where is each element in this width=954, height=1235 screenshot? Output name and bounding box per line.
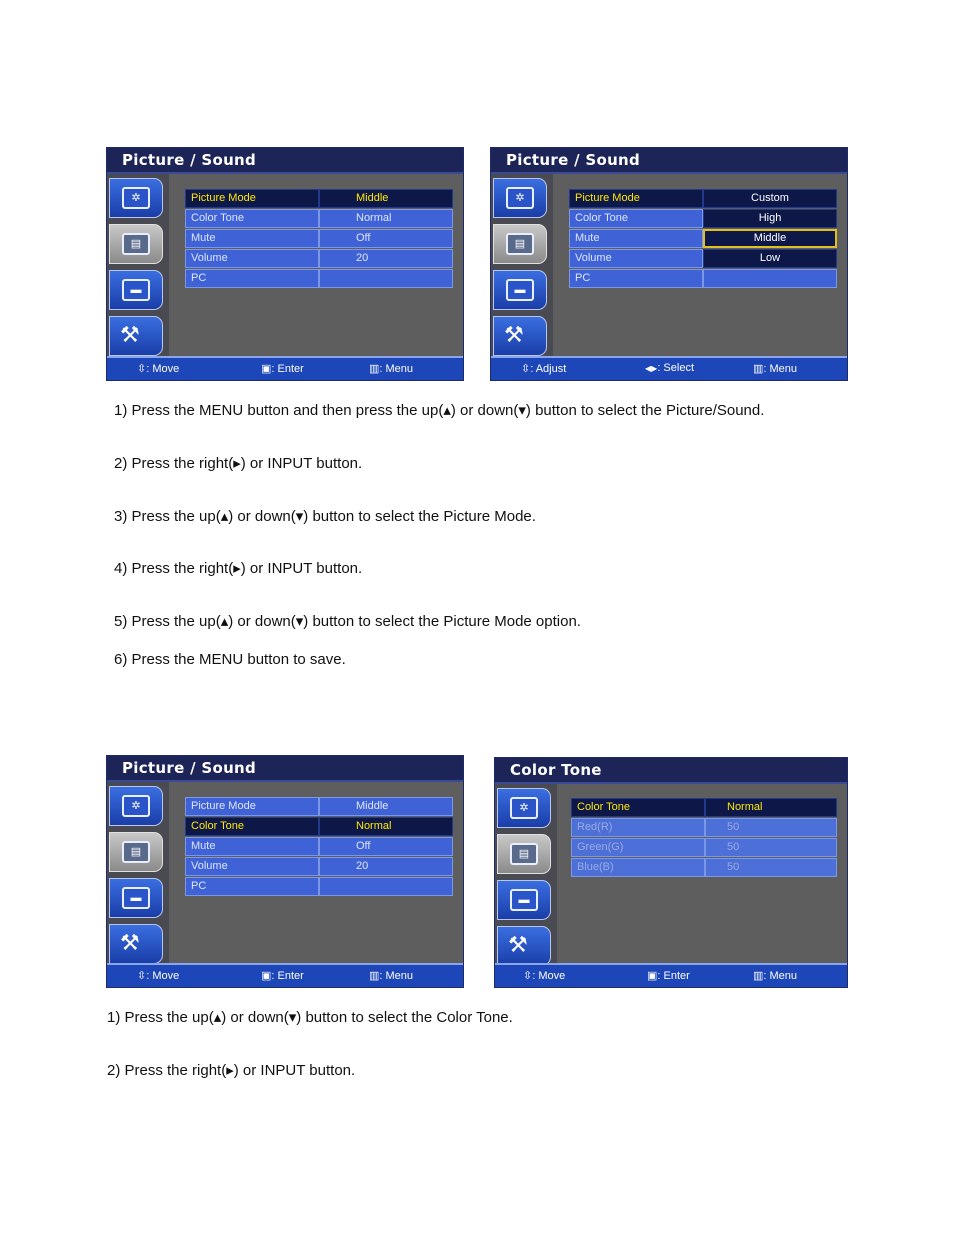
instruction-step-4: 4) Press the right(▸) or INPUT button. <box>114 560 363 577</box>
enter-hint: ▣: Enter <box>261 970 304 982</box>
osd-title-bar <box>491 148 847 174</box>
row-label: Volume <box>569 249 703 268</box>
select-hint: ◀▶: Select <box>645 362 694 374</box>
osd-title: Color Tone <box>510 761 602 779</box>
row-value: 50 <box>705 818 837 837</box>
equalizer-icon: ▤ <box>122 233 150 255</box>
screen-tab[interactable] <box>109 878 163 918</box>
setup-tab[interactable] <box>109 924 163 964</box>
osd-footer <box>107 963 463 987</box>
row-label: Color Tone <box>185 209 319 228</box>
enter-icon: ▣ <box>261 970 272 982</box>
enter-hint: ▣: Enter <box>647 970 690 982</box>
row-label: Green(G) <box>571 838 705 857</box>
enter-hint: ▣: Enter <box>261 363 304 375</box>
row-label: Color Tone <box>185 817 319 836</box>
screen-tab[interactable] <box>109 270 163 310</box>
osd-footer <box>495 963 847 987</box>
tools-icon: ⚒ <box>504 323 524 348</box>
row-label: Picture Mode <box>185 189 319 208</box>
row-label: Color Tone <box>571 798 705 817</box>
instruction-step-3: 3) Press the up(▴) or down(▾) button to select the Picture Mode. <box>114 508 536 525</box>
row-value: 50 <box>705 838 837 857</box>
row-label: Mute <box>185 229 319 248</box>
row-value <box>703 269 837 288</box>
move-hint: ⇳: Move <box>137 970 180 982</box>
row-value <box>319 269 453 288</box>
row-label: PC <box>185 877 319 896</box>
tools-icon: ⚒ <box>120 323 140 348</box>
picture-sound-tab[interactable] <box>497 834 551 874</box>
picture-sound-tab[interactable] <box>109 832 163 872</box>
picture-sound-tab[interactable] <box>109 224 163 264</box>
picture-sound-tab[interactable] <box>493 224 547 264</box>
osd-title-bar <box>495 758 847 784</box>
picture-icon: ✲ <box>122 795 150 817</box>
osd-title: Picture / Sound <box>506 151 641 169</box>
row-label: Picture Mode <box>185 797 319 816</box>
move-icon: ⇳ <box>523 970 533 982</box>
row-label: Mute <box>569 229 703 248</box>
setup-tab[interactable] <box>493 316 547 356</box>
screen-icon: ▬ <box>122 887 150 909</box>
menu-icon: ▥ <box>753 363 764 375</box>
row-value <box>319 877 453 896</box>
menu-hint: ▥: Menu <box>369 363 414 375</box>
row-value: Middle <box>319 797 453 816</box>
instruction-step-5: 5) Press the up(▴) or down(▾) button to select the Picture Mode option. <box>114 613 581 630</box>
row-value: 50 <box>705 858 837 877</box>
screen-tab[interactable] <box>493 270 547 310</box>
move-hint: ⇳: Move <box>523 970 566 982</box>
row-label: PC <box>569 269 703 288</box>
row-value: Off <box>319 837 453 856</box>
menu-icon: ▥ <box>369 970 380 982</box>
osd-panel-picture-sound-2 <box>490 147 848 381</box>
adjust-hint: ⇳: Adjust <box>521 363 567 375</box>
setup-tab[interactable] <box>497 926 551 966</box>
row-label: Blue(B) <box>571 858 705 877</box>
instruction-step-2: 2) Press the right(▸) or INPUT button. <box>114 455 363 472</box>
row-value: 20 <box>319 249 453 268</box>
row-value: Normal <box>319 817 453 836</box>
row-value: Off <box>319 229 453 248</box>
option-middle-highlighted[interactable]: Middle <box>703 229 837 248</box>
row-value: Normal <box>705 798 837 817</box>
osd-title-bar <box>107 148 463 174</box>
osd-footer <box>491 356 847 380</box>
option-high[interactable]: High <box>703 209 837 228</box>
osd-side-menu <box>491 174 553 356</box>
row-value: 20 <box>319 857 453 876</box>
osd-panel-color-tone <box>494 757 848 988</box>
row-label: Picture Mode <box>569 189 703 208</box>
row-value: Middle <box>319 189 453 208</box>
osd-title-bar <box>107 756 463 782</box>
updown-icon: ⇳ <box>521 363 531 375</box>
screen-icon: ▬ <box>506 279 534 301</box>
setup-tab[interactable] <box>109 316 163 356</box>
picture-icon: ✲ <box>122 187 150 209</box>
instruction-step-6: 6) Press the MENU button to save. <box>114 651 346 668</box>
row-label: Volume <box>185 857 319 876</box>
osd-panel-picture-sound-3 <box>106 755 464 988</box>
menu-hint: ▥: Menu <box>369 970 414 982</box>
equalizer-icon: ▤ <box>122 841 150 863</box>
enter-icon: ▣ <box>647 970 658 982</box>
move-hint: ⇳: Move <box>137 363 180 375</box>
row-value: Normal <box>319 209 453 228</box>
row-label: Red(R) <box>571 818 705 837</box>
instruction-color-step-2: 2) Press the right(▸) or INPUT button. <box>107 1062 356 1079</box>
screen-icon: ▬ <box>510 889 538 911</box>
osd-title: Picture / Sound <box>122 759 257 777</box>
tools-icon: ⚒ <box>120 931 140 956</box>
row-label: PC <box>185 269 319 288</box>
osd-side-menu <box>107 782 169 963</box>
menu-hint: ▥: Menu <box>753 363 798 375</box>
picture-tab[interactable] <box>493 178 547 218</box>
enter-icon: ▣ <box>261 363 272 375</box>
instruction-color-step-1: 1) Press the up(▴) or down(▾) button to select the Color Tone. <box>107 1009 513 1026</box>
move-icon: ⇳ <box>137 970 147 982</box>
option-low[interactable]: Low <box>703 249 837 268</box>
leftright-icon: ◀▶ <box>645 364 658 373</box>
osd-side-menu <box>107 174 169 356</box>
option-custom[interactable]: Custom <box>703 189 837 208</box>
picture-tab[interactable] <box>109 178 163 218</box>
menu-icon: ▥ <box>753 970 764 982</box>
osd-panel-picture-sound-1 <box>106 147 464 381</box>
menu-hint: ▥: Menu <box>753 970 798 982</box>
move-icon: ⇳ <box>137 363 147 375</box>
picture-icon: ✲ <box>510 797 538 819</box>
equalizer-icon: ▤ <box>510 843 538 865</box>
row-label: Mute <box>185 837 319 856</box>
equalizer-icon: ▤ <box>506 233 534 255</box>
row-label: Color Tone <box>569 209 703 228</box>
picture-tab[interactable] <box>109 786 163 826</box>
tools-icon: ⚒ <box>508 933 528 958</box>
picture-icon: ✲ <box>506 187 534 209</box>
osd-title: Picture / Sound <box>122 151 257 169</box>
osd-side-menu <box>495 784 557 963</box>
row-label: Volume <box>185 249 319 268</box>
menu-icon: ▥ <box>369 363 380 375</box>
instruction-step-1: 1) Press the MENU button and then press the up(▴) or down(▾) button to select the Picture/Sound. <box>114 402 765 419</box>
screen-icon: ▬ <box>122 279 150 301</box>
picture-tab[interactable] <box>497 788 551 828</box>
screen-tab[interactable] <box>497 880 551 920</box>
osd-footer <box>107 356 463 380</box>
